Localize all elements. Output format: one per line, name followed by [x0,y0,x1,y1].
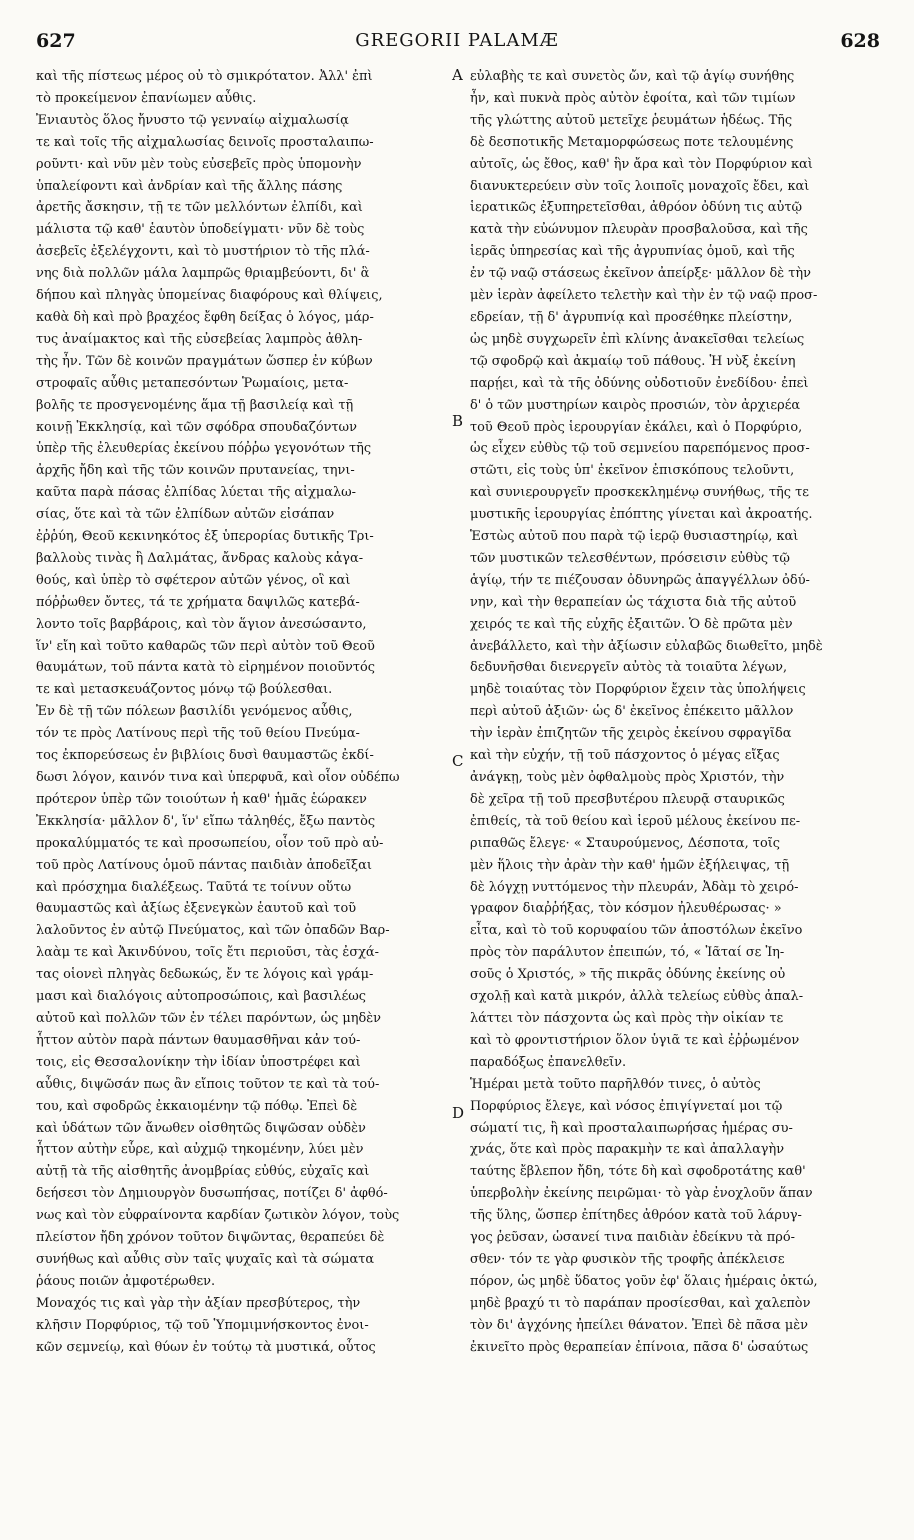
margin-letter-a: A [452,66,463,84]
text-line: ἐῤῥύη, Θεοῦ κεκινηκότος ἐξ ὑπερορίας δυτικῆς Τρι- [36,529,374,545]
margin-letter-c: C [452,752,464,770]
text-line: Πορφύριος ἔλεγε, καὶ νόσος ἐπιγίγνεταί μοι τῷ [470,1098,783,1114]
text-line: καὶ τῆς πίστεως μέρος οὐ τὸ σμικρότατον. Ἀλλ' ἐπὶ [36,69,373,84]
running-title: GREGORII PALAMÆ [355,30,559,51]
text-line: σώματί τις, ἢ καὶ προσταλαιπωρήσας ἡμέρας συ- [470,1120,793,1136]
text-line: κῶν σεμνείῳ, καὶ θύων ἐν τούτῳ τὰ μυστικά, οὗτος [36,1339,376,1355]
text-line: μάλιστα τῷ καθ' ἑαυτὸν ὑποδείγματι· νῦν δὲ τοὺς [36,222,365,238]
text-line: λάττει τὸν πάσχοντα ὡς καὶ πρὸς τὴν οἰκίαν τε [470,1010,784,1026]
text-line: σθεν· τόν τε γὰρ φυσικὸν τῆς τροφῆς ἀπέκλεισε [470,1251,785,1267]
text-line: στῶτι, εἰς τοὺς ὑπ' ἐκεῖνον ἐπισκόπους τελοῦντι, [470,463,795,479]
text-line: τυς ἀναίμακτος καὶ τῆς εὐσεβείας λαμπρὸς ἀθλη- [36,331,363,347]
text-line: ὡς μηδὲ συγχωρεῖν ἐπὶ κλίνης ἀνακεῖσθαι τελείως [470,331,805,347]
text-line: τοῦ πρὸς Λατίνους ὁμοῦ πάντας παιδιὰν ἀποδεῖξαι [36,857,372,873]
text-line: αὐτῇ τὰ τῆς αἰσθητῆς ἀνομβρίας εὐθύς, εὐχαῖς καὶ [36,1164,370,1180]
text-line: μηδὲ τοιαύτας τὸν Πορφύριον ἔχειν τὰς ὑπολήψεις [470,682,806,698]
text-line: τε καὶ τοῖς τῆς αἰχμαλωσίας δεινοῖς προσταλαιπω- [36,134,374,150]
text-line: ἀνεβάλλετο, καὶ τὴν ἀξίωσιν εὐλαβῶς διωθεῖτο, μηδὲ [470,638,823,654]
text-line: Μοναχός τις καὶ γὰρ τὴν ἀξίαν πρεσβύτερος, τὴν [36,1295,361,1311]
text-line: πρὸς τὸν παράλυτον ἐπειπών, τό, « Ἰᾶταί σε Ἰη- [470,945,785,961]
text-line: καὶ ὑδάτων τῶν ἄνωθεν οἰσθητῶς διψῶσαν οὐδὲν [36,1120,366,1136]
text-line: τῶν μυστικῶν τελεσθέντων, πρόσεισιν εὐθὺς τῷ [470,550,790,566]
text-line: γος ῥεῦσαν, ὡσανεί τινα παιδιὰν ἐδείκνυ τὰ πρό- [470,1230,795,1246]
text-line: γραφον διαῤῥήξας, τὸν κόσμον ἠλευθέρωσας· » [470,901,782,917]
text-line: εδρείαν, τῇ δ' ἀγρυπνίᾳ καὶ προσέθηκε πλείστην, [470,309,793,325]
text-line: χνάς, ὅτε καὶ πρὸς παρακμὴν τε καὶ ἀπαλλαγὴν [470,1142,785,1158]
text-line: τὸ προκείμενον ἐπανίωμεν αὖθις. [36,90,257,106]
text-line: ὑπερβολὴν ἐκείνης πειρῶμαι· τὸ γὰρ ἐνοχλοῦν ἅπαν [470,1186,813,1202]
text-line: Ἐνιαυτὸς ὅλος ἤνυστο τῷ γενναίῳ αἰχμαλωσίᾳ [36,112,349,128]
text-line: τος ἐκπορεύσεως ἐν βιβλίοις δυσὶ θαυμαστῶς ἐκδί- [36,748,374,764]
text-line: τὴς ἦν. Τῶν δὲ κοινῶν πραγμάτων ὥσπερ ἐν κύβων [36,353,373,369]
text-line: ὡς εἶχεν εὐθὺς τῷ τοῦ σεμνείου παρεπόμενος προσ- [470,441,810,457]
text-line: κλῆσιν Πορφύριος, τῷ τοῦ Ὑπομιμνήσκοντος ἐνοι- [36,1317,369,1333]
text-line: δ' ὁ τῶν μυστηρίων καιρὸς προσιών, τὸν ἀρχιερέα [470,397,801,413]
text-line: ἱερᾶς ὑπηρεσίας καὶ τῆς ἀγρυπνίας ὁμοῦ, καὶ τῆς [470,244,795,260]
text-line: τῆς ὕλης, ὥσπερ ἐπίτηδες ἀθρόον κατὰ τοῦ λάρυγ- [470,1208,802,1224]
page-number-right: 628 [840,30,880,52]
left-column [36,66,450,1358]
text-line: πρότερον ὑπὲρ τῶν τοιούτων ἡ καθ' ἡμᾶς ἑώρακεν [36,791,367,807]
right-column [470,66,882,1358]
text-line: ἀνάγκῃ, τοὺς μὲν ὀφθαλμοὺς πρὸς Χριστόν, τὴν [470,770,785,785]
text-line: καὶ συνιερουργεῖν προσκεκλημένῳ συνήθως, τῆς τε [470,485,809,501]
text-line: σίας, ὅτε καὶ τὰ τῶν ἐλπίδων αὐτῶν εἰσάπαν [36,507,335,523]
text-line: βαλλοὺς τινὰς ἢ Δαλμάτας, ἄνδρας καλοὺς κἀγα- [36,550,364,566]
text-line: ἵν' εἴη καὶ τοῦτο καθαρῶς τῶν περὶ αὐτὸν τοῦ Θεοῦ [36,638,375,654]
text-line: προκαλύμματός τε καὶ προσωπείου, οἷον τοῦ πρὸ αὐ- [36,835,384,851]
text-line: δωσι λόγον, καινόν τινα καὶ ὑπερφυᾶ, καὶ οἷον οὐδέπω [36,770,400,785]
text-line: μηδὲ βραχύ τι τὸ παράπαν προσίεσθαι, καὶ χαλεπὸν [470,1295,811,1311]
text-line: ὑπὲρ τῆς ἐλευθερίας ἐκείνου πόῤῥω γεγονότων τῆς [36,441,372,457]
text-line: ἐπιθείς, τὰ τοῦ θείου καὶ ἱεροῦ μέλους ἐκείνου πε- [470,813,801,829]
text-line: σοῦς ὁ Χριστός, » τῆς πικρᾶς ὀδύνης ἐκείνης οὐ [470,967,786,983]
text-line: ἱερατικῶς ἐξυπηρετεῖσθαι, ἀθρόον ὀδύνη τις αὐτῷ [470,200,802,216]
text-line: αὐτοῦ καὶ πολλῶν τῶν ἐν τέλει παρόντων, ὡς μηδὲν [36,1010,382,1026]
text-line: συνήθως καὶ αὖθις σὺν ταῖς ψυχαῖς καὶ τὰ σώματα [36,1251,375,1267]
text-line: νως καὶ τὸν εὐφραίνοντα καρδίαν ζωτικὸν λόγον, τοὺς [36,1208,400,1224]
text-line: διανυκτερεύειν σὺν τοῖς λοιποῖς μοναχοῖς ἔδει, καὶ [470,178,810,194]
text-line: δὲ δεσποτικῆς Μεταμορφώσεως ποτε τελουμένης [470,134,794,150]
text-line: καῦτα παρὰ πάσας ἐλπίδας λύεται τῆς αἰχμαλω- [36,485,357,501]
text-line: δήπου καὶ πληγὰς ὑπομείνας διαφόρους καὶ θλίψεις, [36,288,383,304]
text-line: ὑπαλείφοντι καὶ ἀνδρίαν καὶ τῆς ἄλλης πάσης [36,178,343,194]
text-line: μυστικῆς ἱερουργίας ἐπόπτης γίνεται καὶ ἀκροατής. [470,507,813,523]
text-line: χειρός τε καὶ τῆς εὐχῆς ἐξαιτῶν. Ὁ δὲ πρῶτα μὲν [470,616,793,632]
text-line: παραδόξως ἐπανελθεῖν. [470,1054,627,1070]
text-line: τε καὶ μετασκευάζοντος μόνῳ τῷ βούλεσθαι. [36,682,333,698]
text-line: Ἐν δὲ τῇ τῶν πόλεων βασιλίδι γενόμενος αὖθις, [36,704,353,720]
text-line: του, καὶ σφοδρῶς ἐκκαιομένην τῷ πόθῳ. Ἐπεὶ δὲ [36,1098,358,1114]
text-line: λαλοῦντος ἐν αὐτῷ Πνεύματος, καὶ τῶν ὀπαδῶν Βαρ- [36,923,390,939]
text-line: τόν τε πρὸς Λατίνους περὶ τῆς τοῦ θείου Πνεύμα- [36,726,360,742]
text-line: πλείστον ἤδη χρόνον τοῦτον διψῶντας, θεραπεύει δὲ [36,1230,385,1246]
text-line: τὴν ἱερὰν ἐπιζητῶν τῆς χειρὸς ἐκείνου σφραγῖδα [470,726,792,742]
text-line: δεήσεσι τὸν Δημιουργὸν δυσωπήσας, ποτίζει δ' ἀφθό- [36,1186,388,1202]
text-line: δὲ λόγχῃ νυττόμενος τὴν πλευράν, Ἀδὰμ τὸ χειρό- [470,879,799,895]
text-line: εὐλαβὴς τε καὶ συνετὸς ὤν, καὶ τῷ ἁγίῳ συνήθης [470,69,795,84]
text-line: θαυμαστῶς καὶ ἀξίως ἐξενεγκὼν ἑαυτοῦ καὶ τοῦ [36,901,357,917]
text-line: ἀσεβεῖς ἐξελέγχοντι, καὶ τὸ μυστήριον τὸ τῆς πλά- [36,244,370,260]
page-header [0,30,914,56]
text-line: μασι καὶ διαλόγοις αὐτοπροσώποις, καὶ βασιλέως [36,989,366,1005]
page-number-left: 627 [36,30,76,52]
text-line: ἧττον αὐτὸν παρὰ πάντων θαυμασθῆναι κἀν τού- [36,1032,361,1048]
text-line: αὐτοῖς, ὡς ἔθος, καθ' ἣν ἄρα καὶ τὸν Πορφύριον καὶ [470,156,813,172]
text-line: Ἑστὼς αὐτοῦ που παρὰ τῷ ἱερῷ θυσιαστηρίῳ, καὶ [470,529,799,545]
text-line: ἧττον αὐτὴν εὗρε, καὶ αὐχμῷ τηκομένην, λύει μὲν [36,1142,364,1158]
text-line: ριπαθῶς ἔλεγε· « Σταυρούμενος, Δέσποτα, τοῖς [470,835,780,851]
text-line: ἦν, καὶ πυκνὰ πρὸς αὐτὸν ἐφοίτα, καὶ τῶν τιμίων [470,90,796,106]
text-line: καὶ τὴν εὐχήν, τῇ τοῦ πάσχοντος ὁ μέγας εἴξας [470,748,780,764]
text-line: τοις, εἰς Θεσσαλονίκην τὴν ἰδίαν ὑποστρέφει καὶ [36,1054,361,1070]
text-line: στροφαῖς αὖθις μεταπεσόντων Ῥωμαίοις, μετα- [36,375,349,391]
text-line: ταύτης ἔβλεπον ἤδη, τότε δὴ καὶ σφοδροτάτης καθ' [470,1164,806,1180]
text-line: ἀρετῆς ἄσκησιν, τῇ τε τῶν μελλόντων ἐλπίδι, καὶ [36,200,363,216]
text-line: Ἡμέραι μετὰ τοῦτο παρῆλθόν τινες, ὁ αὐτὸς [470,1076,761,1092]
text-line: πόῤῥωθεν ὄντες, τά τε χρήματα δαψιλῶς κατεβά- [36,594,360,610]
text-line: δὲ χεῖρα τῇ τοῦ πρεσβυτέρου πλευρᾷ σταυρικῶς [470,791,785,807]
text-line: ἐν τῷ ναῷ στάσεως ἐκεῖνον ἀπείρξε· μᾶλλον δὲ τὴν [470,266,811,282]
text-line: κατὰ τὴν εὐώνυμον πλευρὰν προσβαλοῦσα, καὶ τῆς [470,222,808,238]
text-line: τῆς γλώττης αὐτοῦ μετεῖχε ῥευμάτων ἡδέως. Τῆς [470,112,793,128]
text-line: Ἐκκλησία· μᾶλλον δ', ἵν' εἴπω τἀληθές, ἔξω παντὸς [36,813,376,829]
text-line: βολῆς τε προσγενομένης ἅμα τῇ βασιλείᾳ καὶ τῇ [36,397,354,413]
text-line: τοῦ Θεοῦ πρὸς ἱερουργίαν ἐκάλει, καὶ ὁ Πορφύριο, [470,419,803,435]
text-line: θαυμάτων, τοῦ πάντα κατὰ τὸ εἰρημένον ποιοῦντός [36,660,375,676]
text-line: καθὰ δὴ καὶ πρὸ βραχέος ἔφθη δείξας ὁ λόγος, μάρ- [36,309,374,325]
text-line: σχολῇ καὶ κατὰ μικρόν, ἀλλὰ τελείως εὐθὺς ἀπαλ- [470,989,804,1005]
text-line: περὶ αὐτοῦ ἀξιῶν· ὡς δ' ἐκεῖνος ἐπέκειτο μᾶλλον [470,704,794,720]
text-line: πόρον, ὡς μηδὲ ὕδατος γοῦν ἐφ' ὅλαις ἡμέραις ὀκτώ, [470,1273,818,1289]
text-line: λαὰμ τε καὶ Ἀκινδύνου, τοῖς ἔτι περιοῦσι, τὰς ἐσχά- [36,945,379,961]
text-line: τὸν δι' ἀγχόνης ἠπείλει θάνατον. Ἐπεὶ δὲ πᾶσα μὲν [470,1317,808,1333]
text-line: τας οἱονεὶ πληγὰς δεδωκώς, ἔν τε λόγοις καὶ γράμ- [36,967,374,983]
text-line: καὶ πρόσχημα διαλέξεως. Ταῦτά τε τοίνυν οὕτω [36,879,352,895]
text-line: δεδυνῆσθαι διενεργεῖν αὐτὸς τὰ τοιαῦτα λέγων, [470,660,788,676]
text-line: αὖθις, διψῶσάν πως ἂν εἴποις τοῦτον τε καὶ τὰ τού- [36,1076,380,1092]
text-line: νης διὰ πολλῶν μάλα λαμπρῶς θριαμβεύοντι, δι' ἃ [36,266,370,282]
text-line: κοινῇ Ἐκκλησίᾳ, καὶ τῶν σφόδρα σπουδαζόντων [36,419,357,435]
text-line: ροῦντι· καὶ νῦν μὲν τοὺς εὐσεβεῖς πρὸς ὑπομονὴν [36,156,362,172]
text-line: νην, καὶ τὴν θεραπείαν ὡς τάχιστα διὰ τῆς αὐτοῦ [470,594,797,610]
text-line: μὲν ἥλοις τὴν ἀρὰν τὴν καθ' ἡμῶν ἐξήλειψας, τῇ [470,857,790,873]
text-line: παρῄει, καὶ τὰ τῆς ὀδύνης οὐδοτιοῦν ἐνεδίδου· ἐπεὶ [470,375,809,391]
text-line: λοντο τοῖς βαρβάροις, καὶ τὸν ἅγιον ἀνεσώσαντο, [36,616,367,632]
text-line: ἐκινεῖτο πρὸς θεραπείαν ἐπίνοια, πᾶσα δ' ὡσαύτως [470,1339,809,1355]
text-line: ῥάους ποιῶν ἀμφοτέρωθεν. [36,1273,216,1289]
text-line: τῷ σφοδρῷ καὶ ἀκμαίῳ τοῦ πάθους. Ἡ νὺξ ἐκείνη [470,353,796,369]
margin-letter-b: B [452,412,464,430]
text-line: ἁγίῳ, τήν τε πιέζουσαν ὀδυνηρῶς ἀπαγγέλλων ὀδύ- [470,572,810,588]
text-line: μὲν ἱερὰν ἀφείλετο τελετὴν καὶ τὴν ἐν τῷ ναῷ προσ- [470,288,818,304]
text-line: εἶτα, καὶ τὸ τοῦ κορυφαίου τῶν ἀποστόλων ἐκεῖνο [470,923,803,939]
text-line: ἀρχῆς ἤδη καὶ τῆς τῶν κοινῶν πρυτανείας, τηνι- [36,463,355,479]
margin-letter-d: D [452,1104,465,1122]
text-line: θούς, καὶ ὑπὲρ τὸ σφέτερον αὐτῶν γένος, οἳ καὶ [36,572,351,588]
text-line: καὶ τὸ φροντιστήριον ὅλον ὑγιᾶ τε καὶ ἐῤῥωμένον [470,1032,800,1048]
